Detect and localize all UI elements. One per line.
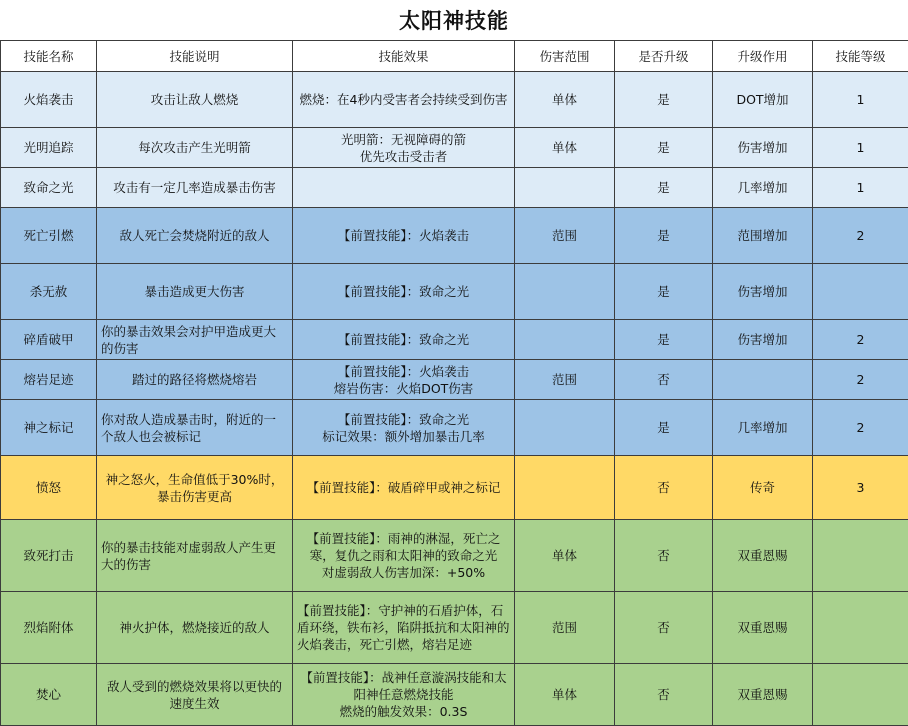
cell-name: 焚心 — [1, 664, 97, 726]
cell-range: 范围 — [515, 592, 615, 664]
cell-desc: 攻击让敌人燃烧 — [97, 72, 293, 128]
cell-desc: 你的暴击技能对虚弱敌人产生更大的伤害 — [97, 520, 293, 592]
table-row — [1, 264, 908, 320]
cell-name: 杀无赦 — [1, 264, 97, 320]
cell-name: 光明追踪 — [1, 128, 97, 168]
table-row — [1, 360, 908, 400]
cell-desc: 踏过的路径将燃烧熔岩 — [97, 360, 293, 400]
cell-name: 致命之光 — [1, 168, 97, 208]
header-row — [1, 41, 908, 72]
cell-level: 1 — [813, 128, 908, 168]
header-upgradable: 是否升级 — [615, 41, 713, 72]
cell-upgradable: 是 — [615, 168, 713, 208]
cell-desc: 你对敌人造成暴击时，附近的一个敌人也会被标记 — [97, 400, 293, 456]
cell-effect: 【前置技能】：守护神的石盾护体，石盾环绕，铁布衫，陷阱抵抗和太阳神的火焰袭击，死亡引燃，熔岩足迹 — [293, 592, 515, 664]
table-row — [1, 320, 908, 360]
cell-range — [515, 456, 615, 520]
table-row — [1, 520, 908, 592]
header-desc: 技能说明 — [97, 41, 293, 72]
cell-name: 神之标记 — [1, 400, 97, 456]
cell-range — [515, 264, 615, 320]
cell-upgrade-effect: 双重恩赐 — [713, 664, 813, 726]
header-name: 技能名称 — [1, 41, 97, 72]
cell-upgradable: 是 — [615, 400, 713, 456]
cell-desc: 神火护体，燃烧接近的敌人 — [97, 592, 293, 664]
cell-level: 2 — [813, 208, 908, 264]
cell-level — [813, 664, 908, 726]
cell-level: 2 — [813, 400, 908, 456]
cell-effect: 【前置技能】：破盾碎甲或神之标记 — [293, 456, 515, 520]
cell-desc: 你的暴击效果会对护甲造成更大的伤害 — [97, 320, 293, 360]
cell-upgrade-effect: 几率增加 — [713, 168, 813, 208]
cell-effect: 【前置技能】：雨神的淋湿，死亡之寒，复仇之雨和太阳神的致命之光 对虚弱敌人伤害加深：+50% — [293, 520, 515, 592]
cell-upgrade-effect: 几率增加 — [713, 400, 813, 456]
cell-name: 火焰袭击 — [1, 72, 97, 128]
cell-upgradable: 是 — [615, 208, 713, 264]
table-row — [1, 72, 908, 128]
page-title: 太阳神技能 — [399, 9, 509, 33]
cell-range: 范围 — [515, 208, 615, 264]
table-row — [1, 400, 908, 456]
cell-upgrade-effect — [713, 360, 813, 400]
header-upgrade-effect: 升级作用 — [713, 41, 813, 72]
cell-level: 3 — [813, 456, 908, 520]
header-level: 技能等级 — [813, 41, 908, 72]
cell-level: 1 — [813, 72, 908, 128]
cell-upgradable: 否 — [615, 520, 713, 592]
cell-range: 单体 — [515, 520, 615, 592]
table-row — [1, 128, 908, 168]
cell-name: 烈焰附体 — [1, 592, 97, 664]
cell-effect: 【前置技能】：战神任意漩涡技能和太阳神任意燃烧技能 燃烧的触发效果：0.3S — [293, 664, 515, 726]
cell-effect: 【前置技能】：致命之光 — [293, 320, 515, 360]
cell-upgrade-effect: 双重恩赐 — [713, 520, 813, 592]
cell-desc: 暴击造成更大伤害 — [97, 264, 293, 320]
cell-range: 单体 — [515, 664, 615, 726]
cell-name: 致死打击 — [1, 520, 97, 592]
cell-upgradable: 是 — [615, 72, 713, 128]
table-row — [1, 592, 908, 664]
cell-level — [813, 592, 908, 664]
cell-name: 愤怒 — [1, 456, 97, 520]
cell-level — [813, 520, 908, 592]
cell-level: 2 — [813, 320, 908, 360]
cell-upgrade-effect: DOT增加 — [713, 72, 813, 128]
cell-upgrade-effect: 传奇 — [713, 456, 813, 520]
cell-level: 1 — [813, 168, 908, 208]
header-effect: 技能效果 — [293, 41, 515, 72]
cell-range — [515, 320, 615, 360]
cell-effect: 【前置技能】：致命之光 — [293, 264, 515, 320]
cell-range: 单体 — [515, 128, 615, 168]
cell-desc: 每次攻击产生光明箭 — [97, 128, 293, 168]
header-range: 伤害范围 — [515, 41, 615, 72]
cell-desc: 攻击有一定几率造成暴击伤害 — [97, 168, 293, 208]
cell-desc: 神之怒火，生命值低于30%时，暴击伤害更高 — [97, 456, 293, 520]
cell-upgrade-effect: 伤害增加 — [713, 264, 813, 320]
cell-upgradable: 否 — [615, 664, 713, 726]
table-row — [1, 664, 908, 726]
cell-range — [515, 168, 615, 208]
cell-upgrade-effect: 双重恩赐 — [713, 592, 813, 664]
cell-upgradable: 否 — [615, 456, 713, 520]
cell-upgradable: 是 — [615, 320, 713, 360]
cell-desc: 敌人受到的燃烧效果将以更快的速度生效 — [97, 664, 293, 726]
table-row — [1, 456, 908, 520]
cell-effect — [293, 168, 515, 208]
cell-name: 熔岩足迹 — [1, 360, 97, 400]
cell-level: 2 — [813, 360, 908, 400]
cell-desc: 敌人死亡会焚烧附近的敌人 — [97, 208, 293, 264]
cell-upgradable: 否 — [615, 360, 713, 400]
cell-effect: 光明箭：无视障碍的箭 优先攻击受击者 — [293, 128, 515, 168]
cell-range: 单体 — [515, 72, 615, 128]
cell-range: 范围 — [515, 360, 615, 400]
cell-upgradable: 否 — [615, 592, 713, 664]
table-row — [1, 168, 908, 208]
table-row — [1, 208, 908, 264]
cell-range — [515, 400, 615, 456]
cell-name: 死亡引燃 — [1, 208, 97, 264]
cell-upgradable: 是 — [615, 264, 713, 320]
cell-effect: 【前置技能】：致命之光 标记效果：额外增加暴击几率 — [293, 400, 515, 456]
cell-effect: 【前置技能】：火焰袭击 — [293, 208, 515, 264]
cell-effect: 燃烧：在4秒内受害者会持续受到伤害 — [293, 72, 515, 128]
cell-upgradable: 是 — [615, 128, 713, 168]
cell-level — [813, 264, 908, 320]
skills-table — [0, 40, 908, 726]
cell-upgrade-effect: 范围增加 — [713, 208, 813, 264]
cell-upgrade-effect: 伤害增加 — [713, 128, 813, 168]
cell-name: 碎盾破甲 — [1, 320, 97, 360]
cell-upgrade-effect: 伤害增加 — [713, 320, 813, 360]
cell-effect: 【前置技能】：火焰袭击 熔岩伤害：火焰DOT伤害 — [293, 360, 515, 400]
